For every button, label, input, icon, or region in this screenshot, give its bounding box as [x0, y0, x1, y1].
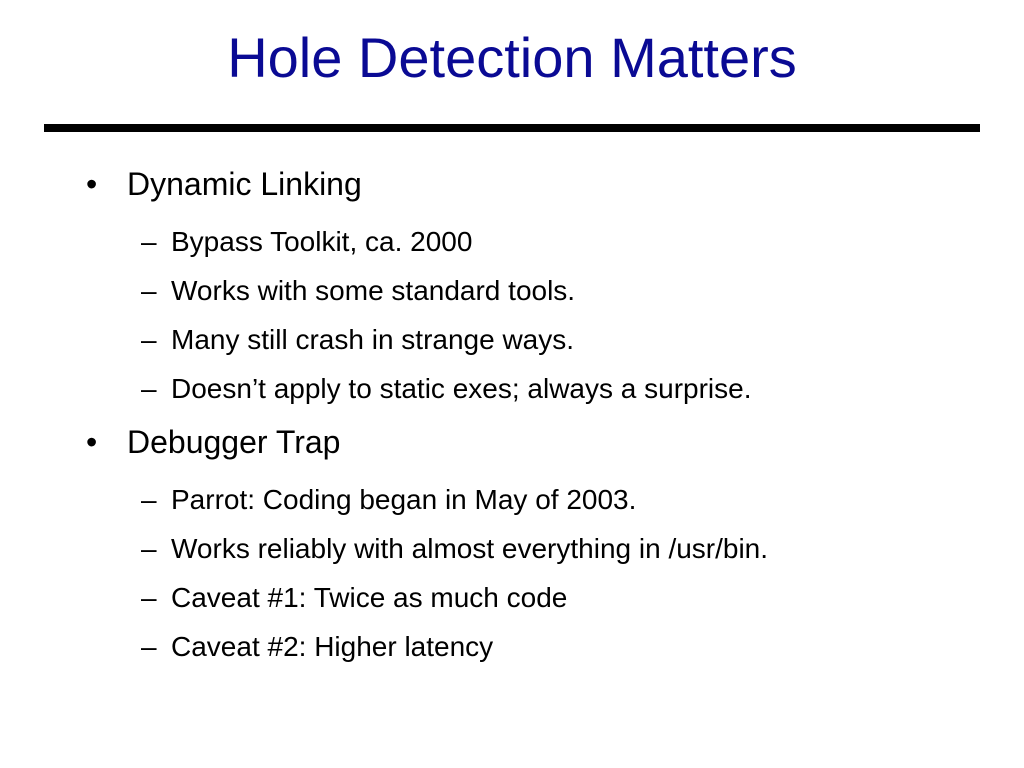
sub-item: [0, 470, 1024, 519]
slide-content: [0, 158, 1024, 666]
sub-item-text: Works with some standard tools.: [171, 275, 576, 306]
sub-item-text: Parrot: Coding began in May of 2003.: [171, 484, 637, 515]
spacer: [0, 408, 1024, 416]
sub-marker: –: [141, 373, 157, 404]
sub-marker: –: [141, 484, 157, 515]
bullet-item-debugger-trap: [0, 416, 1024, 470]
sub-item-text: Many still crash in strange ways.: [171, 324, 575, 355]
title-divider: [44, 124, 980, 132]
sub-item: [0, 617, 1024, 666]
sub-item: [0, 212, 1024, 261]
sub-item-text: Works reliably with almost everything in /usr/bin.: [171, 533, 769, 564]
bullet-marker: •: [86, 166, 98, 202]
sub-marker: –: [141, 582, 157, 613]
bullet-item-dynamic-linking: [0, 158, 1024, 212]
slide-title: Hole Detection Matters: [227, 26, 797, 89]
sub-item-text: Caveat #2: Higher latency: [171, 631, 494, 662]
bullet-text: Dynamic Linking: [127, 166, 362, 202]
sub-item-text: Bypass Toolkit, ca. 2000: [171, 226, 473, 257]
sub-marker: –: [141, 631, 157, 662]
sub-item-text: Doesn’t apply to static exes; always a surprise.: [171, 373, 752, 404]
sub-marker: –: [141, 324, 157, 355]
bullet-marker: •: [86, 424, 98, 460]
sub-marker: –: [141, 533, 157, 564]
sub-marker: –: [141, 275, 157, 306]
sub-item: [0, 261, 1024, 310]
sub-item-text: Caveat #1: Twice as much code: [171, 582, 568, 613]
sub-marker: –: [141, 226, 157, 257]
sub-item: [0, 568, 1024, 617]
sub-item: [0, 310, 1024, 359]
bullet-text: Debugger Trap: [127, 424, 341, 460]
sub-item: [0, 359, 1024, 408]
sub-item: [0, 519, 1024, 568]
